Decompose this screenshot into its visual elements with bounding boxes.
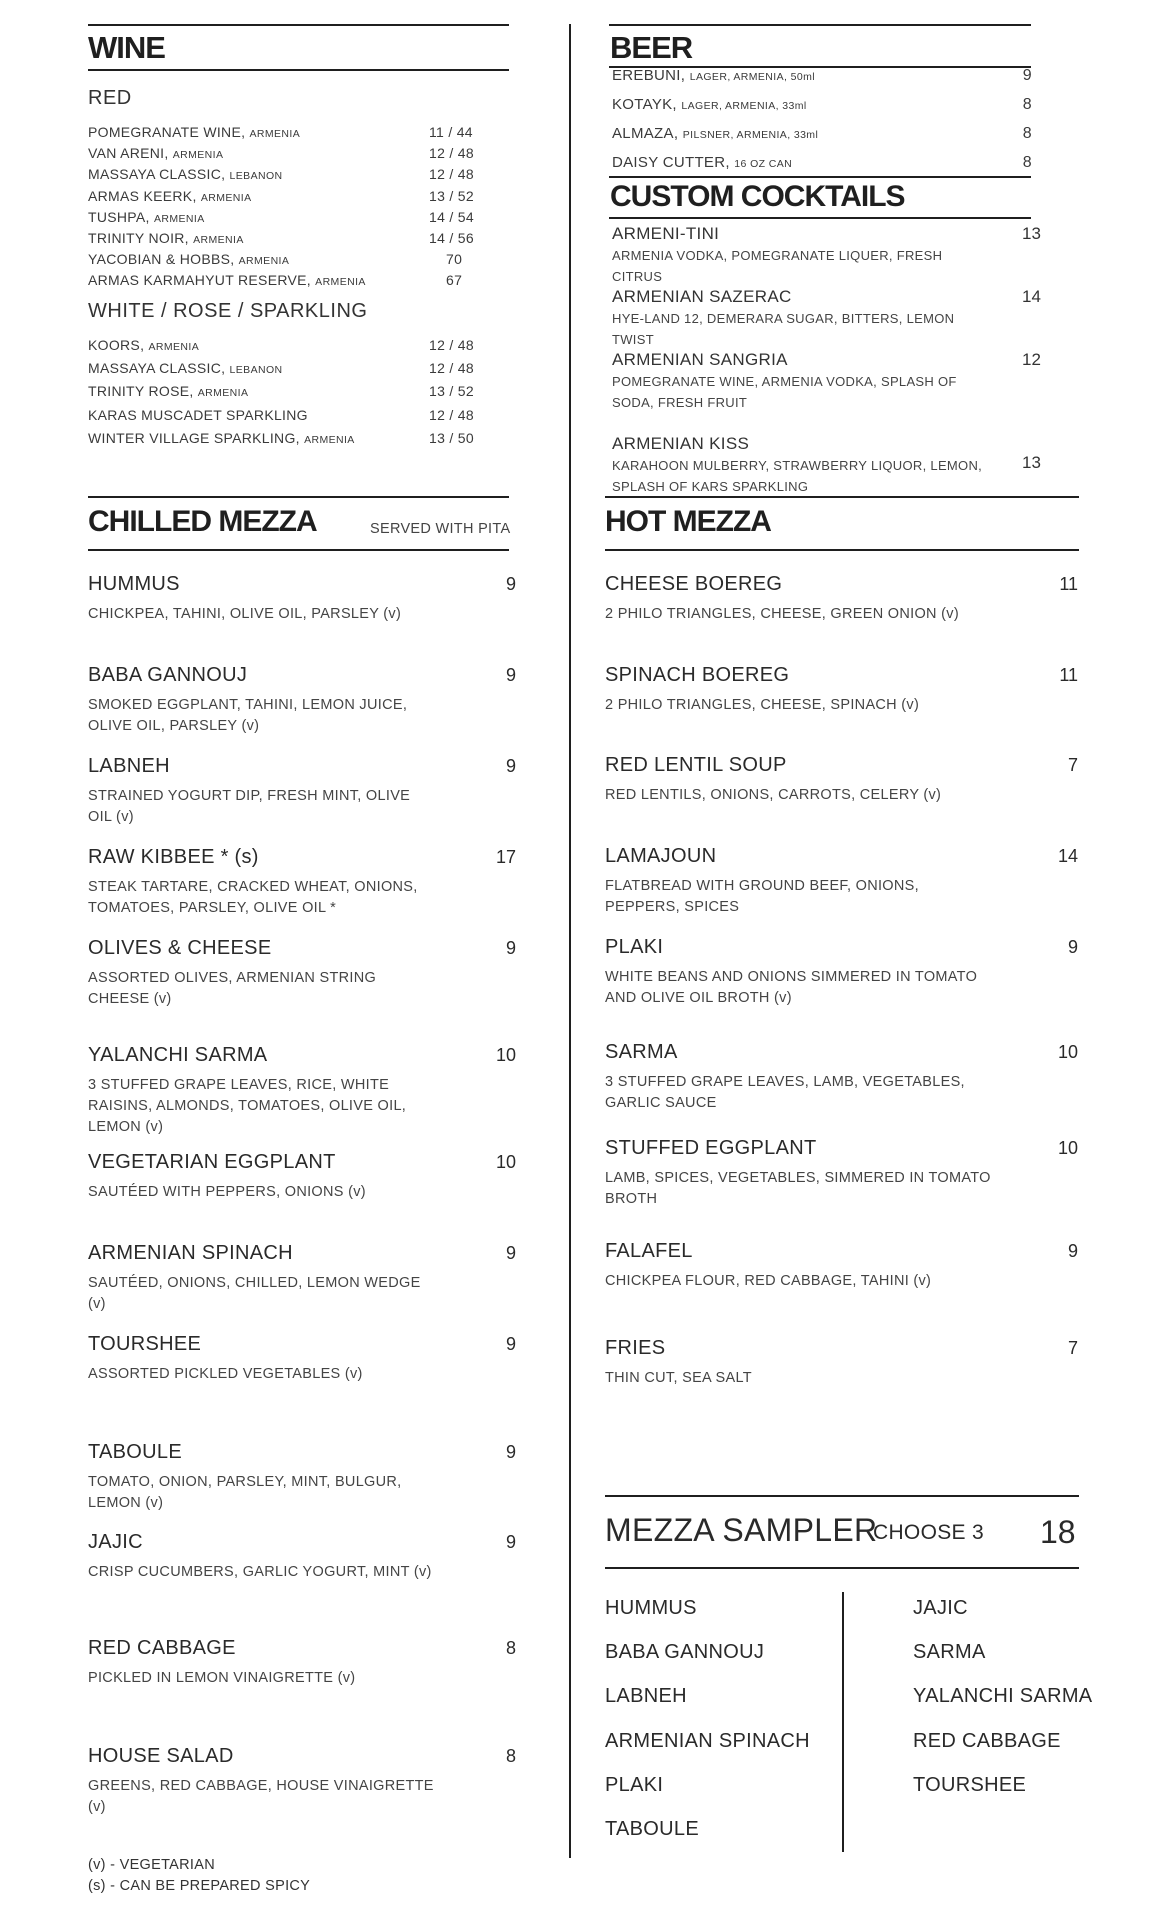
menu-item-name: STUFFED EGGPLANT <box>605 1137 817 1159</box>
beer-name <box>612 67 815 84</box>
wine-origin: ARMENIA <box>304 433 355 446</box>
menu-item-price: 9 <box>1067 1241 1078 1261</box>
menu-item-price: 10 <box>1057 1042 1078 1062</box>
hot-top-rule <box>605 496 1079 498</box>
beer-name-text: DAISY CUTTER, <box>612 154 730 171</box>
legend-spicy: (s) - CAN BE PREPARED SPICY <box>88 1878 311 1894</box>
menu-item-name: LAMAJOUN <box>605 845 717 867</box>
cocktail-desc: ARMENIA VODKA, POMEGRANATE LIQUER, FRESH CITRUS <box>612 248 943 284</box>
wine-price: 70 <box>446 251 463 268</box>
sampler-item: TABOULE <box>605 1818 699 1840</box>
legend-vegetarian: (v) - VEGETARIAN <box>88 1857 215 1873</box>
cocktail-name: ARMENIAN SANGRIA <box>612 350 788 369</box>
menu-item-desc: WHITE BEANS AND ONIONS SIMMERED IN TOMATO AND OLIVE OIL BROTH (v) <box>605 969 978 1006</box>
menu-item-name: TOURSHEE <box>88 1333 202 1355</box>
menu-item-desc: ASSORTED OLIVES, ARMENIAN STRING CHEESE (v) <box>88 970 377 1007</box>
wine-row <box>88 209 478 230</box>
wine-origin: ARMENIA <box>172 149 224 162</box>
wine-row <box>88 251 478 272</box>
wine-name-text: TRINITY NOIR, <box>88 230 189 246</box>
wine-top-rule <box>88 24 509 26</box>
wine-red-heading: RED <box>88 87 132 109</box>
menu-item-price: 9 <box>505 1334 516 1354</box>
menu-item-price: 9 <box>505 1243 516 1263</box>
menu-item-desc: STRAINED YOGURT DIP, FRESH MINT, OLIVE OIL (v) <box>88 788 411 825</box>
cocktail-desc: POMEGRANATE WINE, ARMENIA VODKA, SPLASH OF SODA, FRESH FRUIT <box>612 374 957 410</box>
chilled-bottom-rule <box>88 549 509 551</box>
menu-item-name: RED LENTIL SOUP <box>605 754 787 776</box>
menu-item-desc: STEAK TARTARE, CRACKED WHEAT, ONIONS, TOMATOES, PARSLEY, OLIVE OIL * <box>88 879 418 916</box>
wine-origin: ARMENIA <box>315 276 366 289</box>
menu-item-price: 10 <box>495 1152 516 1172</box>
wine-origin: ARMENIA <box>197 387 249 400</box>
menu-item-price: 8 <box>505 1638 516 1658</box>
sampler-title: MEZZA SAMPLER <box>605 1512 878 1548</box>
menu-item-name: BABA GANNOUJ <box>88 664 248 686</box>
wine-origin: LEBANON <box>229 364 283 377</box>
wine-row <box>88 230 478 251</box>
wine-price: 12 / 48 <box>429 145 474 162</box>
menu-item-price: 11 <box>1059 665 1078 685</box>
menu-item-desc: SMOKED EGGPLANT, TAHINI, LEMON JUICE, OLIVE OIL, PARSLEY (v) <box>88 697 408 734</box>
wine-row <box>88 188 478 209</box>
menu-item-desc: SAUTÉED, ONIONS, CHILLED, LEMON WEDGE (v) <box>88 1275 421 1312</box>
wine-origin: ARMENIA <box>200 191 252 204</box>
beer-end-rule <box>609 176 1031 178</box>
wine-price: 12 / 48 <box>429 166 474 183</box>
beer-price: 9 <box>1022 67 1032 84</box>
wine-name <box>88 145 223 161</box>
menu-item-name: ARMENIAN SPINACH <box>88 1242 293 1264</box>
wine-name <box>88 430 355 446</box>
wine-origin: ARMENIA <box>148 341 200 353</box>
cocktail-price: 13 <box>1022 224 1041 243</box>
cocktails-rule <box>609 217 1031 219</box>
beer-title: BEER <box>610 30 693 65</box>
menu-item-name: PLAKI <box>605 936 664 958</box>
cocktail-desc: HYE-LAND 12, DEMERARA SUGAR, BITTERS, LEMON TWIST <box>612 311 955 347</box>
wine-row <box>88 407 478 428</box>
beer-name <box>612 125 818 142</box>
wine-name-text: TRINITY ROSE, <box>88 383 194 400</box>
menu-item-name: YALANCHI SARMA <box>88 1044 268 1066</box>
menu-item-desc: TOMATO, ONION, PARSLEY, MINT, BULGUR, LEMON (v) <box>88 1474 402 1511</box>
wine-row <box>88 430 478 451</box>
wine-name <box>88 272 366 288</box>
wine-price: 12 / 48 <box>429 360 474 377</box>
wine-name <box>88 407 308 423</box>
menu-item-name: HOUSE SALAD <box>88 1745 234 1767</box>
wine-price: 14 / 54 <box>429 208 474 225</box>
menu-item-name: SPINACH BOEREG <box>605 664 790 686</box>
wine-name-text: ARMAS KARMAHYUT RESERVE, <box>88 272 311 289</box>
wine-bottom-rule <box>88 69 509 71</box>
menu-item-desc: CHICKPEA, TAHINI, OLIVE OIL, PARSLEY (v) <box>88 606 402 622</box>
cocktail-price: 14 <box>1022 287 1041 306</box>
wine-row <box>88 383 478 404</box>
beer-row <box>612 125 1032 151</box>
wine-name-text: ARMAS KEERK, <box>88 187 197 204</box>
cocktail-desc: KARAHOON MULBERRY, STRAWBERRY LIQUOR, LEMON, SPLASH OF KARS SPARKLING <box>612 458 983 494</box>
chilled-title: CHILLED MEZZA <box>88 505 317 538</box>
sampler-item: PLAKI <box>605 1773 664 1796</box>
beer-name <box>612 96 807 113</box>
wine-row <box>88 272 478 293</box>
menu-item-desc: SAUTÉED WITH PEPPERS, ONIONS (v) <box>88 1184 366 1200</box>
wine-price: 12 / 48 <box>429 406 474 423</box>
wine-name-text: YACOBIAN & HOBBS, <box>88 251 235 268</box>
wine-row <box>88 337 478 358</box>
sampler-top-rule <box>605 1495 1079 1497</box>
menu-item-price: 10 <box>1057 1138 1078 1158</box>
menu-item-desc: FLATBREAD WITH GROUND BEEF, ONIONS, PEPPERS, SPICES <box>605 878 919 915</box>
beer-detail: LAGER, ARMENIA, 33ml <box>681 100 807 112</box>
sampler-item: RED CABBAGE <box>913 1729 1061 1752</box>
cocktail-name: ARMENIAN SAZERAC <box>612 287 792 306</box>
menu-item-price: 17 <box>495 847 516 867</box>
wine-name <box>88 209 205 225</box>
menu-item-price: 8 <box>505 1746 516 1766</box>
wine-name-text: KOORS, <box>88 337 145 353</box>
wine-origin: ARMENIA <box>193 234 244 246</box>
wine-origin: LEBANON <box>229 170 283 183</box>
beer-name <box>612 154 792 171</box>
menu-item-name: TABOULE <box>88 1441 182 1463</box>
cocktail-price: 13 <box>1022 453 1041 472</box>
menu-item-desc: CHICKPEA FLOUR, RED CABBAGE, TAHINI (v) <box>605 1273 932 1289</box>
cocktails-title: CUSTOM COCKTAILS <box>610 180 905 213</box>
menu-item-price: 9 <box>505 938 516 958</box>
menu-item-desc: RED LENTILS, ONIONS, CARROTS, CELERY (v) <box>605 787 942 803</box>
wine-name <box>88 124 300 140</box>
menu-item-price: 7 <box>1067 1338 1078 1358</box>
wine-name-text: MASSAYA CLASSIC, <box>88 360 226 377</box>
sampler-bottom-rule <box>605 1567 1079 1569</box>
menu-item-price: 9 <box>505 1442 516 1462</box>
sampler-item: HUMMUS <box>605 1597 697 1619</box>
beer-name-text: ALMAZA, <box>612 125 679 142</box>
menu-item-desc: LAMB, SPICES, VEGETABLES, SIMMERED IN TOMATO BROTH <box>605 1170 991 1207</box>
menu-item-desc: 2 PHILO TRIANGLES, CHEESE, SPINACH (v) <box>605 697 920 713</box>
wine-name <box>88 230 244 246</box>
menu-item-name: CHEESE BOEREG <box>605 573 783 595</box>
menu-item-price: 9 <box>505 574 516 594</box>
beer-price: 8 <box>1022 96 1032 113</box>
center-divider <box>569 24 571 1858</box>
cocktail-name: ARMENI-TINI <box>612 224 720 243</box>
beer-row <box>612 67 1032 93</box>
menu-item-desc: THIN CUT, SEA SALT <box>605 1370 752 1386</box>
beer-price: 8 <box>1022 154 1032 171</box>
wine-name <box>88 337 199 353</box>
menu-item-price: 7 <box>1067 755 1078 775</box>
menu-item-name: FRIES <box>605 1337 666 1359</box>
menu-item-name: LABNEH <box>88 755 170 777</box>
sampler-item: SARMA <box>913 1641 986 1664</box>
menu-item-price: 9 <box>505 1532 516 1552</box>
wine-row <box>88 166 478 187</box>
wine-price: 67 <box>446 272 463 289</box>
wine-price: 14 / 56 <box>429 230 474 246</box>
wine-name-text: TUSHPA, <box>88 208 150 225</box>
menu-item-name: OLIVES & CHEESE <box>88 937 272 959</box>
wine-row <box>88 124 478 145</box>
menu-item-name: RED CABBAGE <box>88 1637 236 1659</box>
wine-origin: ARMENIA <box>238 255 290 268</box>
menu-item-name: HUMMUS <box>88 573 180 595</box>
chilled-note: SERVED WITH PITA <box>370 521 511 537</box>
menu-item-price: 10 <box>495 1045 516 1065</box>
menu-item-name: RAW KIBBEE * (s) <box>88 846 259 868</box>
wine-name <box>88 188 251 204</box>
menu-item-name: VEGETARIAN EGGPLANT <box>88 1151 336 1173</box>
hot-bottom-rule <box>605 549 1079 551</box>
menu-item-desc: 2 PHILO TRIANGLES, CHEESE, GREEN ONION (v) <box>605 606 959 622</box>
sampler-item: JAJIC <box>913 1597 968 1619</box>
sampler-item: TOURSHEE <box>913 1773 1027 1796</box>
cocktail-name: ARMENIAN KISS <box>612 434 750 453</box>
menu-item-price: 9 <box>1067 937 1078 957</box>
sampler-price: 18 <box>1040 1514 1076 1550</box>
beer-top-rule <box>609 24 1031 26</box>
sampler-item: ARMENIAN SPINACH <box>605 1729 810 1752</box>
menu-item-price: 9 <box>505 665 516 685</box>
menu-item-desc: 3 STUFFED GRAPE LEAVES, LAMB, VEGETABLES, GARLIC SAUCE <box>605 1074 965 1111</box>
wine-price: 13 / 50 <box>429 429 474 446</box>
beer-detail: LAGER, ARMENIA, 50ml <box>689 71 816 83</box>
beer-name-text: EREBUNI, <box>612 67 686 84</box>
menu-item-price: 9 <box>505 756 516 776</box>
wine-name <box>88 360 283 376</box>
sampler-item: LABNEH <box>605 1685 687 1708</box>
wine-name-text: WINTER VILLAGE SPARKLING, <box>88 429 300 446</box>
menu-item-name: SARMA <box>605 1041 678 1063</box>
menu-item-price: 11 <box>1059 574 1078 594</box>
wine-name <box>88 383 248 399</box>
wine-row <box>88 145 478 166</box>
wine-name-text: MASSAYA CLASSIC, <box>88 166 226 183</box>
beer-name-text: KOTAYK, <box>612 96 677 113</box>
wine-name-text: POMEGRANATE WINE, <box>88 124 246 140</box>
menu-item-desc: 3 STUFFED GRAPE LEAVES, RICE, WHITE RAISINS, ALMONDS, TOMATOES, OLIVE OIL, LEMON (v) <box>88 1077 407 1135</box>
cocktail-price: 12 <box>1022 350 1041 369</box>
wine-name-text: KARAS MUSCADET SPARKLING <box>88 406 308 423</box>
menu-item-name: JAJIC <box>88 1531 143 1553</box>
menu-item-name: FALAFEL <box>605 1240 693 1262</box>
menu-item-desc: GREENS, RED CABBAGE, HOUSE VINAIGRETTE (v) <box>88 1778 434 1815</box>
beer-detail: PILSNER, ARMENIA, 33ml <box>682 129 819 141</box>
menu-item-desc: CRISP CUCUMBERS, GARLIC YOGURT, MINT (v) <box>88 1564 432 1580</box>
menu-item-desc: PICKLED IN LEMON VINAIGRETTE (v) <box>88 1670 356 1686</box>
hot-title: HOT MEZZA <box>605 505 771 538</box>
wine-white-heading: WHITE / ROSE / SPARKLING <box>88 300 368 322</box>
wine-name <box>88 166 283 182</box>
sampler-item: YALANCHI SARMA <box>913 1685 1093 1708</box>
wine-row <box>88 360 478 381</box>
beer-detail: 16 OZ CAN <box>734 158 793 170</box>
menu-item-price: 14 <box>1057 846 1078 866</box>
wine-name <box>88 251 289 267</box>
wine-price: 13 / 52 <box>429 383 474 400</box>
beer-row <box>612 96 1032 122</box>
wine-origin: ARMENIA <box>153 212 205 225</box>
wine-price: 13 / 52 <box>429 187 474 204</box>
wine-title: WINE <box>88 30 165 65</box>
wine-name-text: VAN ARENI, <box>88 145 169 162</box>
sampler-divider <box>842 1592 844 1852</box>
beer-price: 8 <box>1022 125 1032 142</box>
sampler-choose: CHOOSE 3 <box>873 1521 984 1544</box>
sampler-item: BABA GANNOUJ <box>605 1641 765 1664</box>
chilled-top-rule <box>88 496 509 498</box>
wine-price: 11 / 44 <box>429 124 473 140</box>
wine-price: 12 / 48 <box>429 337 474 353</box>
menu-item-desc: ASSORTED PICKLED VEGETABLES (v) <box>88 1366 363 1382</box>
wine-origin: ARMENIA <box>249 128 301 140</box>
